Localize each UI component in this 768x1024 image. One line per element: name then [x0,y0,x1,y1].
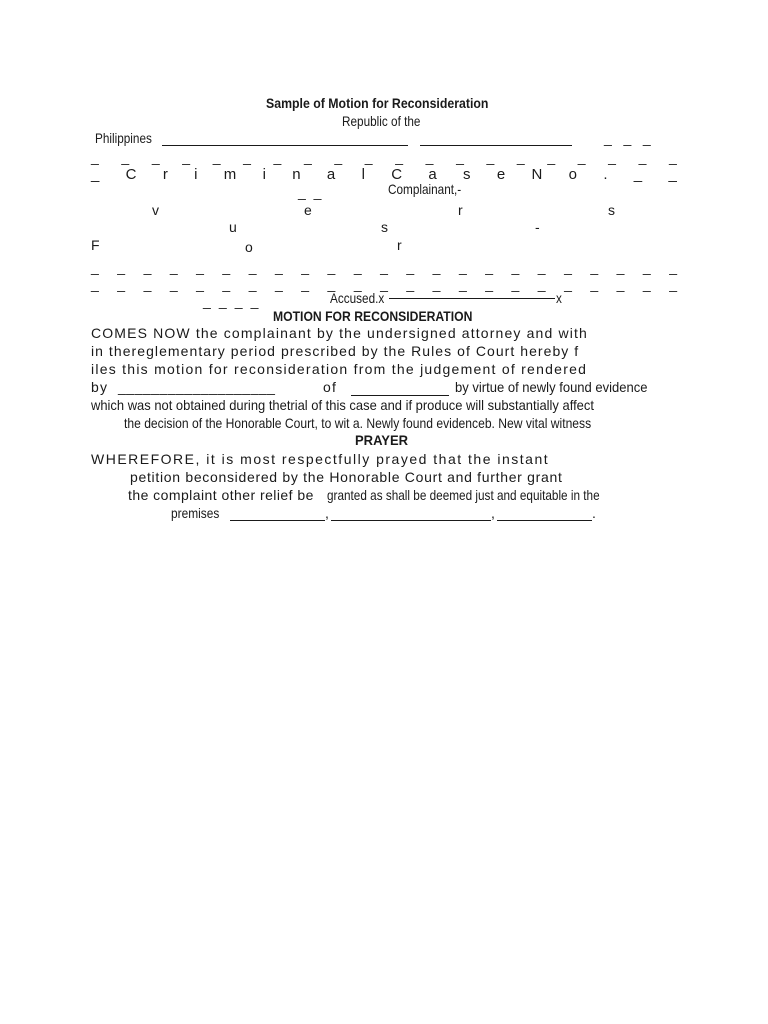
republic-line: Republic of the [342,113,421,129]
dash-row: _ _ [298,184,322,200]
motion-body-line: the decision of the Honorable Court, to wit a. Newly found evidenceb. New vital witness [124,415,592,431]
motion-heading: MOTION FOR RECONSIDERATION [273,308,473,324]
dash-row: _ _ _ _ _ _ _ _ _ _ _ _ _ _ _ _ _ _ _ _ _ _ _ [91,276,677,292]
blank-line [162,145,408,146]
blank-line: ___________________ [118,379,276,395]
dash-row: _ _ _ _ _ _ _ _ _ _ _ _ _ _ _ _ _ _ _ _ _ _ _ [91,259,677,275]
versus-letter: o [245,239,253,255]
motion-body-line: which was not obtained during thetrial of this case and if produce will substantially affect [91,397,594,413]
prayer-body-line: petition beconsidered by the Honorable Court and further grant [130,469,563,485]
blank-line [351,395,449,396]
motion-body-line: COMES NOW the complainant by the undersigned attorney and with [91,325,588,341]
versus-letter: v [152,202,159,218]
document-title: Sample of Motion for Reconsideration [266,95,489,111]
separator-mark: x [556,290,562,306]
country-label: Philippines [95,130,152,146]
blank-line [420,145,572,146]
case-number-line: _ C r i m i n a l C a s e N o . _ _ [91,166,677,183]
blank-separator: , [325,505,329,521]
prayer-body-line: granted as shall be deemed just and equitable in the [327,487,600,503]
dash-row: _ _ _ _ [203,293,261,309]
prayer-body-line: the complaint other relief be [128,487,314,503]
prayer-body-line: premises [171,505,220,521]
prayer-heading: PRAYER [355,432,409,448]
complainant-label: Complainant,- [388,181,462,197]
blank-line [331,520,491,521]
prayer-body-line: WHEREFORE, it is most respectfully prayed that the instant [91,451,550,467]
versus-letter: s [608,202,615,218]
versus-letter: u [229,219,237,235]
versus-letter: - [535,219,540,235]
blank-separator: . [592,505,596,521]
versus-letter: s [381,219,388,235]
versus-letter: r [458,202,463,218]
versus-letter: e [304,202,312,218]
accused-label: Accused.x [330,290,385,306]
motion-body-line: of [323,379,338,395]
motion-body-line: iles this motion for reconsideration from the judgement of rendered [91,361,588,377]
dash-row: _ _ _ [604,130,651,146]
motion-body-line: by virtue of newly found evidence [455,379,648,395]
blank-separator: , [491,505,495,521]
motion-body-line: in thereglementary period prescribed by the Rules of Court hereby f [91,343,580,359]
dash-row: _ _ _ _ _ _ _ _ _ _ _ _ _ _ _ _ _ _ _ _ [91,149,677,165]
motion-body-line: by [91,379,109,395]
blank-line [497,520,592,521]
versus-letter: r [397,237,402,253]
blank-line [230,520,325,521]
versus-letter: F [91,237,100,253]
separator-line [389,298,555,299]
